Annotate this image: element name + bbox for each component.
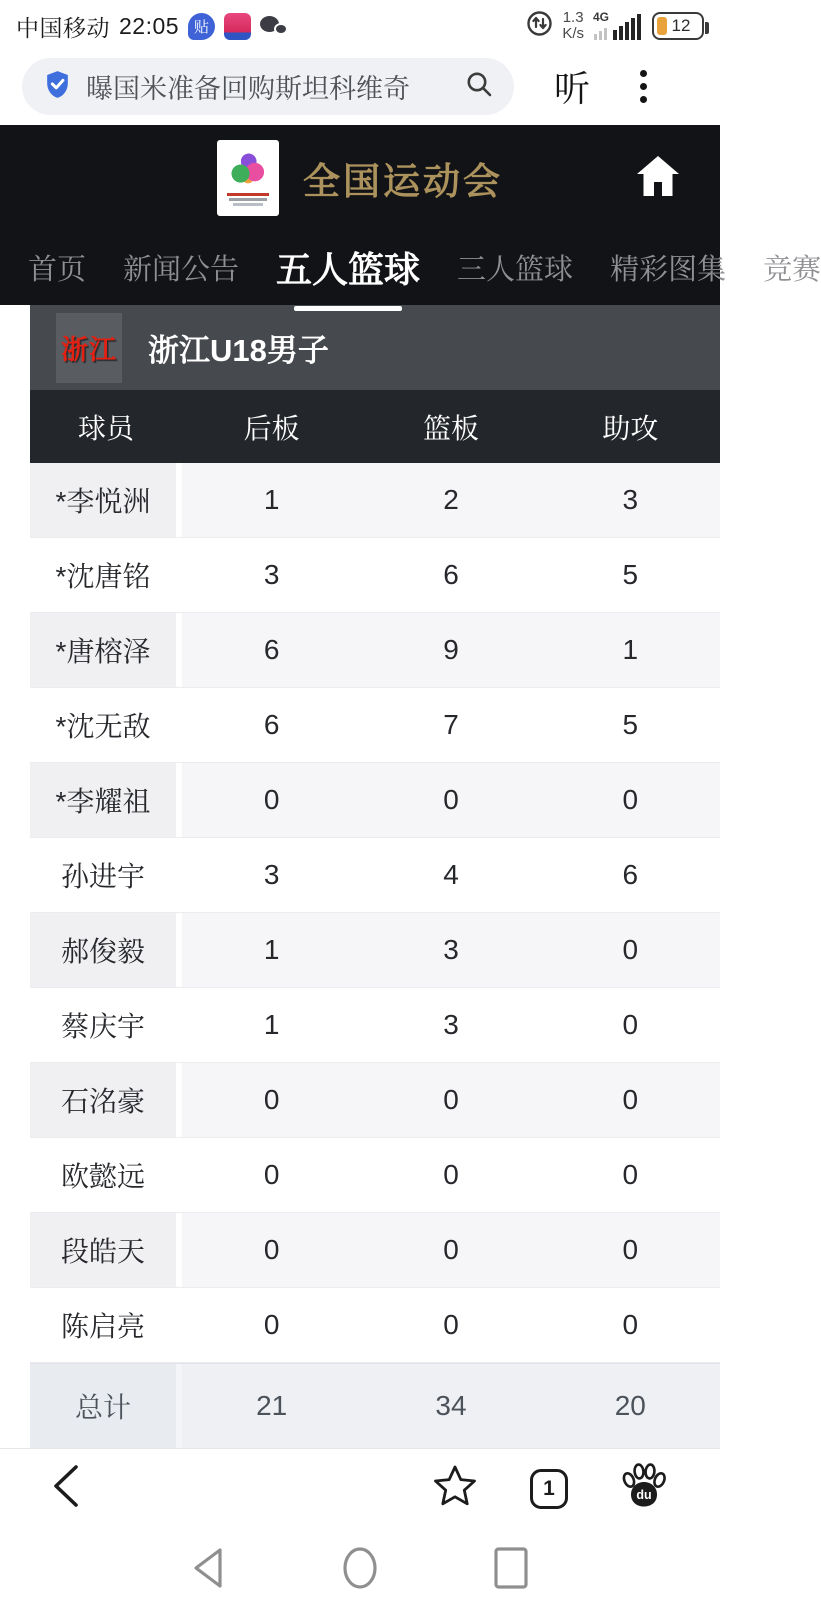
team-header <box>30 305 720 390</box>
table-row <box>30 1138 720 1213</box>
table-row <box>30 1288 720 1363</box>
table-total-row <box>30 1363 720 1448</box>
home-icon[interactable] <box>634 153 682 204</box>
player-name: 郝俊毅 <box>30 913 182 987</box>
player-name: 陈启亮 <box>30 1288 182 1362</box>
baidu-icon[interactable] <box>620 1462 668 1515</box>
table-row <box>30 538 720 613</box>
nav-item-5v5-basketball[interactable]: 五人篮球 <box>276 242 420 297</box>
total-rebounds: 34 <box>435 1390 467 1421</box>
stat-value: 0 <box>622 934 639 965</box>
stat-value: 3 <box>622 484 639 515</box>
games-logo <box>217 140 279 216</box>
signal-strength-icon <box>593 10 643 42</box>
stat-value: 1 <box>263 1009 280 1040</box>
table-row <box>30 463 720 538</box>
stat-value: 0 <box>263 784 280 815</box>
player-name: 欧懿远 <box>30 1138 182 1212</box>
tabs-button[interactable]: 1 <box>530 1469 568 1509</box>
player-name: 石洺豪 <box>30 1063 182 1137</box>
nav-item-gallery[interactable]: 精彩图集 <box>610 254 727 286</box>
table-row <box>30 613 720 688</box>
table-row <box>30 988 720 1063</box>
table-row <box>30 913 720 988</box>
player-name: *李悦洲 <box>30 463 182 537</box>
table-row <box>30 838 720 913</box>
tieba-notification-icon: 贴 <box>188 13 215 40</box>
stat-value: 0 <box>622 1234 639 1265</box>
table-row <box>30 688 720 763</box>
stat-value: 2 <box>443 484 459 515</box>
network-speed: 1.3 K/s <box>562 9 584 42</box>
search-input[interactable] <box>22 58 514 115</box>
site-title: 全国运动会 <box>303 160 503 202</box>
stat-value: 0 <box>622 1159 639 1190</box>
search-query-text[interactable]: 曝国米准备回购斯坦科维奇 <box>86 74 410 104</box>
nav-item-news[interactable]: 新闻公告 <box>123 254 240 286</box>
search-icon[interactable] <box>464 69 494 104</box>
stat-value: 3 <box>443 934 459 965</box>
col-header-rebounds: 篮板 <box>422 412 479 444</box>
stat-value: 0 <box>622 1009 639 1040</box>
data-saver-icon <box>526 10 553 42</box>
player-name: 蔡庆宇 <box>30 988 182 1062</box>
stat-value: 3 <box>443 1009 459 1040</box>
site-header <box>0 125 720 230</box>
player-name: *唐榕泽 <box>30 613 182 687</box>
browser-toolbar <box>0 1448 720 1528</box>
total-def-rebounds: 21 <box>256 1390 288 1421</box>
back-icon[interactable] <box>48 1463 82 1514</box>
stat-value: 0 <box>263 1159 280 1190</box>
stat-value: 5 <box>622 559 639 590</box>
stat-value: 0 <box>622 1084 639 1115</box>
clock-label: 22:05 <box>119 12 180 39</box>
stat-value: 0 <box>263 1084 280 1115</box>
nav-item-home[interactable]: 首页 <box>28 254 87 286</box>
android-navigation-bar <box>0 1528 720 1612</box>
site-nav <box>0 230 821 305</box>
stat-value: 6 <box>263 709 280 740</box>
stat-value: 1 <box>263 934 280 965</box>
stat-value: 0 <box>622 784 639 815</box>
player-name: *沈无敌 <box>30 688 182 762</box>
stat-value: 9 <box>443 634 459 665</box>
total-assists: 20 <box>614 1390 646 1421</box>
svg-text:du: du <box>636 1488 652 1502</box>
nav-item-3v3-basketball[interactable]: 三人篮球 <box>457 254 574 286</box>
stat-value: 3 <box>263 559 280 590</box>
stats-table-body <box>30 463 720 1363</box>
games-emblem-icon <box>231 150 265 188</box>
player-name: 孙进宇 <box>30 838 182 912</box>
nav-item-competition[interactable]: 竞赛 <box>763 254 821 286</box>
android-home-icon[interactable] <box>338 1543 382 1598</box>
stat-value: 0 <box>263 1234 280 1265</box>
stat-value: 0 <box>443 1084 459 1115</box>
status-bar <box>0 0 720 48</box>
stat-value: 0 <box>443 1159 459 1190</box>
table-row <box>30 1213 720 1288</box>
stat-value: 1 <box>263 484 280 515</box>
wechat-notification-icon <box>260 13 290 40</box>
team-name: 浙江U18男子 <box>148 333 329 368</box>
stats-table-header <box>30 390 720 463</box>
total-label: 总计 <box>30 1364 182 1448</box>
stat-value: 6 <box>622 859 639 890</box>
table-row <box>30 763 720 838</box>
page-content <box>0 305 720 1448</box>
col-header-assists: 助攻 <box>602 412 659 444</box>
stat-value: 7 <box>443 709 459 740</box>
stat-value: 4 <box>443 859 459 890</box>
battery-indicator: 12 <box>652 12 704 40</box>
carrier-label: 中国移动 <box>16 14 110 41</box>
bookmark-star-icon[interactable] <box>432 1464 478 1513</box>
android-back-icon[interactable] <box>188 1544 230 1597</box>
col-header-player: 球员 <box>77 412 134 444</box>
stat-value: 0 <box>263 1309 280 1340</box>
android-recents-icon[interactable] <box>490 1544 532 1597</box>
stat-value: 3 <box>263 859 280 890</box>
games-logo-text <box>227 191 269 206</box>
stat-value: 6 <box>443 559 459 590</box>
stat-value: 0 <box>443 1234 459 1265</box>
table-row <box>30 1063 720 1138</box>
team-logo <box>56 313 122 383</box>
player-name: *沈唐铭 <box>30 538 182 612</box>
stat-value: 0 <box>443 784 459 815</box>
player-name: 段皓天 <box>30 1213 182 1287</box>
browser-menu-button[interactable] <box>636 66 651 107</box>
stat-value: 1 <box>622 634 639 665</box>
stat-value: 0 <box>443 1309 459 1340</box>
listen-button[interactable]: 听 <box>554 68 591 109</box>
shield-check-icon <box>42 69 73 105</box>
player-name: *李耀祖 <box>30 763 182 837</box>
stat-value: 0 <box>622 1309 639 1340</box>
video-notification-icon <box>224 13 251 40</box>
stat-value: 5 <box>622 709 639 740</box>
svg-text:4G: 4G <box>593 10 610 24</box>
stat-value: 6 <box>263 634 280 665</box>
col-header-def-rebounds: 后板 <box>243 412 300 444</box>
browser-address-bar <box>0 48 720 125</box>
team-logo-text: 浙江 <box>61 335 117 365</box>
